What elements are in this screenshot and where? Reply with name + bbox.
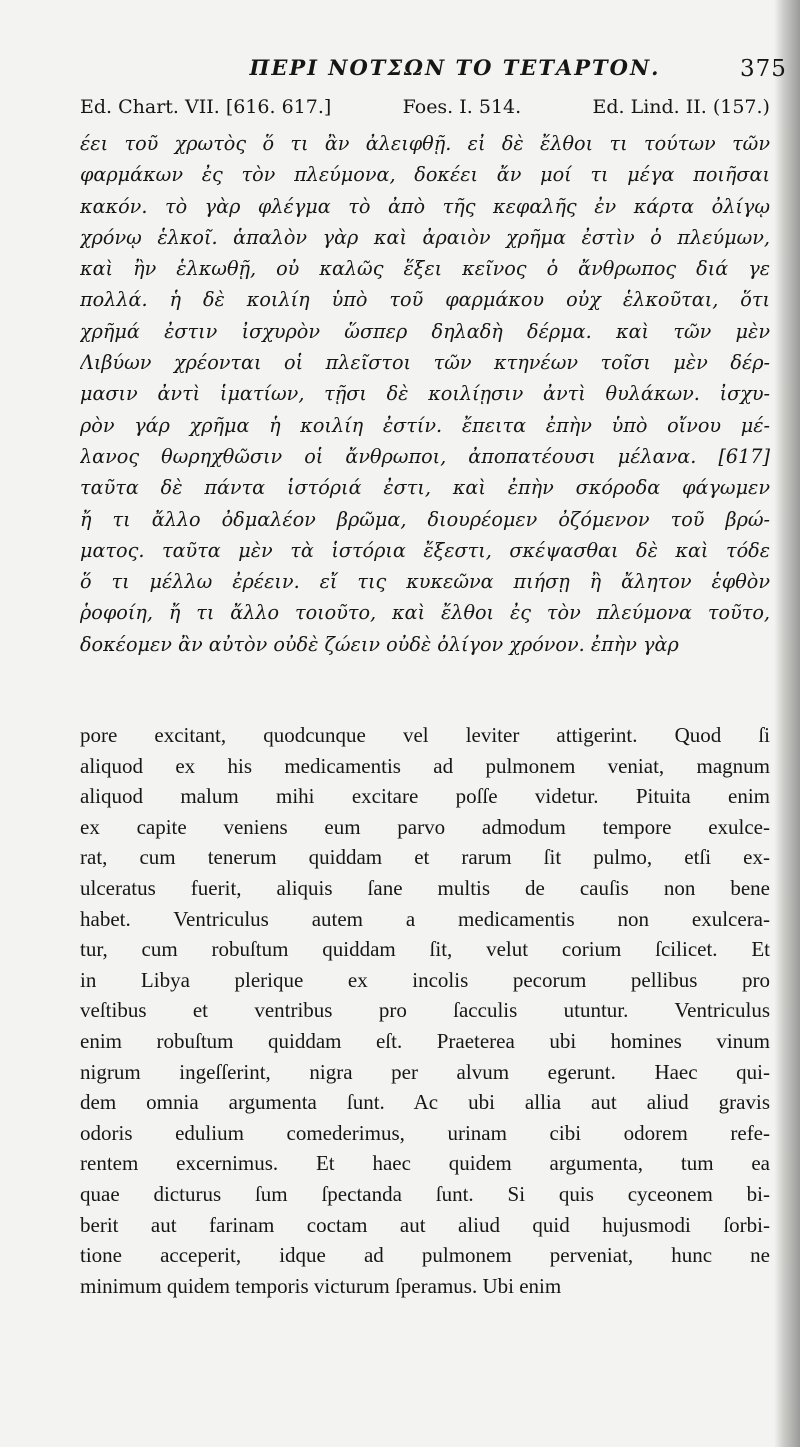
latin-line: nigrum ingeſſerint, nigra per alvum egerunt. Haec qui- xyxy=(80,1059,770,1084)
latin-line: veſtibus et ventribus pro ſacculis utuntur. Ventriculus xyxy=(80,998,770,1023)
greek-line: ῥοφοίη, ἤ τι ἄλλο τοιοῦτο, καὶ ἔλθοι ἐς τὸν πλεύμονα τοῦτο, xyxy=(80,601,770,625)
greek-line: ταῦτα δὲ πάντα ἱστόριά ἐστι, καὶ ἐπὴν σκόροδα φάγωμεν xyxy=(80,476,770,500)
greek-line: φαρμάκων ἐς τὸν πλεύμονα, δοκέει ἄν μοί τι μέγα ποιῆσαι xyxy=(80,163,770,187)
latin-line: in Libya plerique ex incolis pecorum pellibus pro xyxy=(80,967,770,992)
latin-line: ex capite veniens eum parvo admodum tempore exulce- xyxy=(80,814,770,839)
latin-line: pore excitant, quodcunque vel leviter attigerint. Quod ſi xyxy=(80,723,770,747)
greek-line: δοκέομεν ἂν αὐτὸν οὐδὲ ζώειν οὐδὲ ὀλίγον χρόνον. ἐπὴν γὰρ xyxy=(80,632,679,656)
page-edge-shadow xyxy=(774,0,800,1447)
greek-line: ματος. ταῦτα μὲν τὰ ἱστόρια ἔξεστι, σκέψασθαι δὲ καὶ τόδε xyxy=(80,538,770,562)
greek-line: κακόν. τὸ γὰρ φλέγμα τὸ ἀπὸ τῆς κεφαλῆς ἐν κάρτα ὀλίγῳ xyxy=(80,194,770,218)
latin-line: berit aut farinam coctam aut aliud quid hujusmodi ſorbi- xyxy=(80,1212,770,1237)
greek-line: πολλά. ἡ δὲ κοιλίη ὑπὸ τοῦ φαρμάκου οὐχ ἑλκοῦται, ὅτι xyxy=(80,288,770,312)
greek-line: καὶ ἢν ἑλκωθῇ, οὐ καλῶς ἕξει κεῖνος ὁ ἄνθρωπος διά γε xyxy=(80,257,770,281)
greek-line: χρόνῳ ἑλκοῖ. ἁπαλὸν γὰρ καὶ ἀραιὸν χρῆμα ἐστὶν ὁ πλεύμων, xyxy=(80,225,770,249)
greek-line: ἤ τι ἄλλο ὀδμαλέον βρῶμα, διουρέομεν ὀζόμενον τοῦ βρώ- xyxy=(80,507,770,531)
greek-text-block xyxy=(80,128,770,660)
latin-line: tur, cum robuſtum quiddam ſit, velut corium ſcilicet. Et xyxy=(80,937,770,962)
latin-line: rentem excernimus. Et haec quidem argumenta, tum ea xyxy=(80,1151,770,1176)
greek-line: ὅ τι μέλλω ἐρέειν. εἴ τις κυκεῶνα πιήσῃ ἢ ἄλητον ἑφθὸν xyxy=(80,570,770,594)
latin-line: odoris edulium comederimus, urinam cibi odorem refe- xyxy=(80,1120,770,1145)
edition-reference-line xyxy=(80,96,770,118)
latin-line: aliquod malum mihi excitare poſſe videtur. Pituita enim xyxy=(80,784,770,809)
latin-line: aliquod ex his medicamentis ad pulmonem veniat, magnum xyxy=(80,753,770,778)
edition-lind-ref: Ed. Lind. II. (157.) xyxy=(592,96,770,118)
edition-foes-ref: Foes. I. 514. xyxy=(402,96,522,118)
greek-line: έει τοῦ χρωτὸς ὅ τι ἂν ἀλειφθῇ. εἰ δὲ ἔλθοι τι τούτων τῶν xyxy=(80,132,770,155)
latin-line: minimum quidem temporis victurum ſperamus. Ubi enim xyxy=(80,1273,562,1298)
running-head: ΠΕΡΙ ΝΟΤΣΩΝ ΤΟ ΤΕΤΑΡΤΟΝ. xyxy=(249,55,661,80)
latin-line: enim robuſtum quiddam eſt. Praeterea ubi homines vinum xyxy=(80,1028,770,1053)
latin-line: ulceratus fuerit, aliquis ſane multis de cauſis non bene xyxy=(80,875,770,900)
latin-line: habet. Ventriculus autem a medicamentis non exulcera- xyxy=(80,906,770,931)
edition-chart-ref: Ed. Chart. VII. [616. 617.] xyxy=(80,96,332,118)
latin-line: tione acceperit, idque ad pulmonem perveniat, hunc ne xyxy=(80,1243,770,1268)
greek-line: μασιν ἀντὶ ἱματίων, τῇσι δὲ κοιλίῃσιν ἀντὶ θυλάκων. ἰσχυ- xyxy=(80,382,770,406)
latin-line: quae dicturus ſum ſpectanda ſunt. Si quis cyceonem bi- xyxy=(80,1181,770,1206)
latin-text-block xyxy=(80,720,770,1301)
latin-line: rat, cum tenerum quiddam et rarum ſit pulmo, etſi ex- xyxy=(80,845,770,870)
greek-line: ρὸν γάρ χρῆμα ἡ κοιλίη ἐστίν. ἔπειτα ἐπὴν ὑπὸ οἴνου μέ- xyxy=(80,413,770,437)
greek-line: λανος θωρηχθῶσιν οἱ ἄνθρωποι, ἀποπατέουσι μέλανα. [617] xyxy=(80,444,770,468)
latin-line: dem omnia argumenta ſunt. Ac ubi allia aut aliud gravis xyxy=(80,1090,770,1115)
page-number: 375 xyxy=(740,56,787,82)
greek-line: Λιβύων χρέονται οἱ πλεῖστοι τῶν κτηνέων τοῖσι μὲν δέρ- xyxy=(80,351,770,375)
greek-line: χρῆμά ἐστιν ἰσχυρὸν ὥσπερ δηλαδὴ δέρμα. καὶ τῶν μὲν xyxy=(80,319,770,343)
